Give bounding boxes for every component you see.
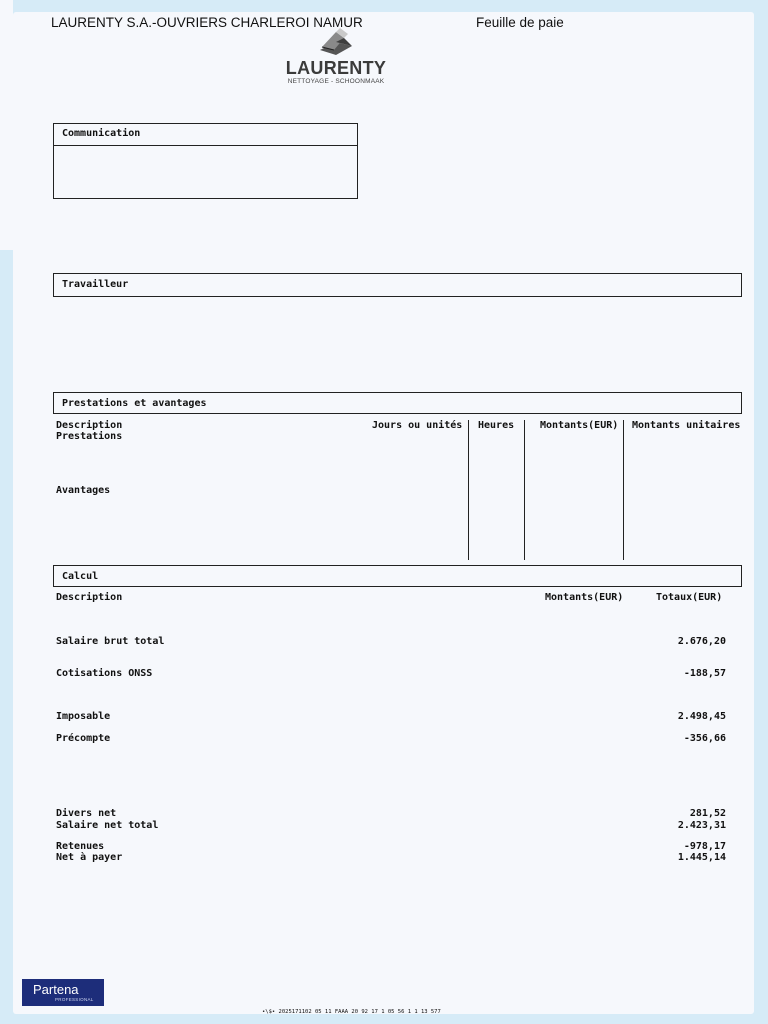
book-icon bbox=[284, 28, 388, 58]
travailleur-title: Travailleur bbox=[62, 279, 129, 290]
calcul-row-label: Retenues bbox=[56, 841, 105, 852]
company-logo bbox=[284, 28, 388, 88]
column-header-montants-unitaires: Montants unitaires bbox=[632, 420, 741, 431]
calcul-row-label: Salaire net total bbox=[56, 820, 159, 831]
calcul-row-label: Salaire brut total bbox=[56, 636, 165, 647]
calcul-row-total: -188,57 bbox=[683, 668, 726, 679]
calcul-row-total: -978,17 bbox=[683, 841, 726, 852]
logo-tagline: NETTOYAGE - SCHOONMAAK bbox=[287, 78, 385, 85]
document-barcode-text: •\$• 2025171102 05 11 FAAA 20 92 17 1 05 56 1 1 13 577 bbox=[262, 1009, 441, 1015]
calcul-header-montants: Montants(EUR) bbox=[545, 592, 624, 603]
calcul-row-label: Cotisations ONSS bbox=[56, 668, 153, 679]
calcul-header-description: Description bbox=[56, 592, 123, 603]
section-prestations: Prestations bbox=[56, 431, 123, 442]
calcul-row-label: Imposable bbox=[56, 711, 111, 722]
column-separator bbox=[468, 420, 469, 560]
column-header-description: Description bbox=[56, 420, 123, 431]
calcul-row-label: Précompte bbox=[56, 733, 111, 744]
company-name: LAURENTY S.A.-OUVRIERS CHARLEROI NAMUR bbox=[51, 15, 363, 30]
section-avantages: Avantages bbox=[56, 485, 111, 496]
calcul-row-total: -356,66 bbox=[683, 733, 726, 744]
partena-subtitle: PROFESSIONAL bbox=[55, 997, 94, 1002]
partena-wordmark: Partena bbox=[33, 982, 79, 997]
communication-divider bbox=[53, 145, 358, 146]
sheet-edge bbox=[0, 0, 13, 250]
prestations-title: Prestations et avantages bbox=[62, 398, 207, 409]
calcul-row-total: 2.498,45 bbox=[677, 711, 726, 722]
calcul-row-label: Divers net bbox=[56, 808, 117, 819]
partena-logo bbox=[22, 979, 104, 1006]
communication-title: Communication bbox=[62, 128, 141, 139]
calcul-row-total: 1.445,14 bbox=[677, 852, 726, 863]
column-separator bbox=[623, 420, 624, 560]
column-header-jours: Jours ou unités bbox=[372, 420, 463, 431]
logo-wordmark: LAURENTY bbox=[285, 58, 387, 78]
calcul-row-total: 2.423,31 bbox=[677, 820, 726, 831]
calcul-title: Calcul bbox=[62, 571, 99, 582]
column-separator bbox=[524, 420, 525, 560]
calcul-row-label: Net à payer bbox=[56, 852, 123, 863]
calcul-row-total: 2.676,20 bbox=[677, 636, 726, 647]
calcul-row-total: 281,52 bbox=[689, 808, 726, 819]
calcul-box bbox=[53, 565, 742, 587]
calcul-header-totaux: Totaux(EUR) bbox=[656, 592, 723, 603]
document-title: Feuille de paie bbox=[476, 15, 564, 30]
column-header-heures: Heures bbox=[478, 420, 515, 431]
column-header-montants: Montants(EUR) bbox=[540, 420, 619, 431]
travailleur-box bbox=[53, 273, 742, 297]
